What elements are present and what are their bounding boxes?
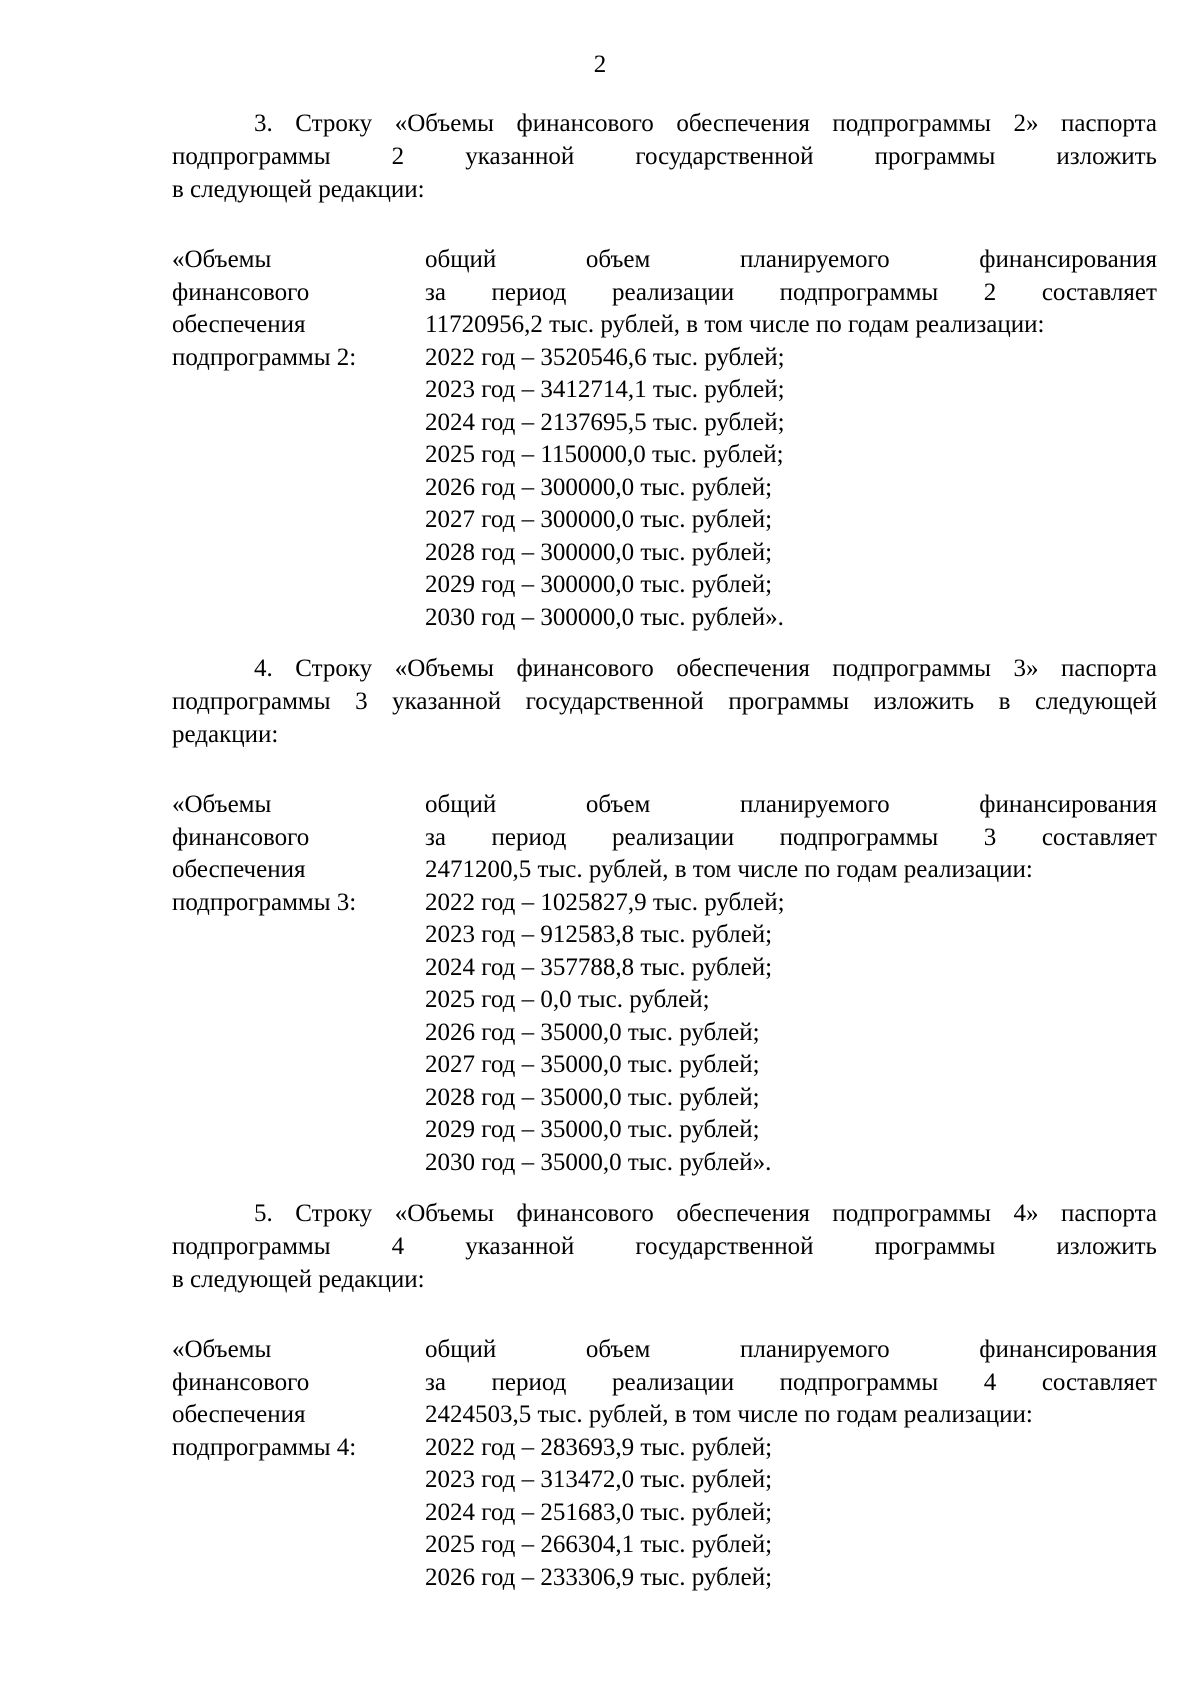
intro-line <box>172 140 1157 173</box>
word: «Объемы <box>394 1200 494 1227</box>
word: подпрограммы <box>832 655 991 682</box>
word: финансирования <box>979 791 1157 818</box>
passport-label-line: подпрограммы 2: <box>172 343 357 371</box>
word: «Объемы <box>394 110 494 137</box>
word: подпрограммы <box>172 688 331 715</box>
page-number: 2 <box>593 51 607 78</box>
word: 3» <box>1013 655 1039 682</box>
summary-line: 11720956,2 тыс. рублей, в том числе по годам реализации: <box>425 311 1045 338</box>
year-amount-line: 2029 год – 300000,0 тыс. рублей; <box>425 571 773 598</box>
word: Строку <box>295 655 373 682</box>
word: 2 <box>983 278 997 306</box>
year-amount-line: 2023 год – 912583,8 тыс. рублей; <box>425 921 773 948</box>
word: 4 <box>983 1368 997 1396</box>
word: объем <box>585 246 651 273</box>
word: объем <box>585 791 651 818</box>
word: за <box>425 278 446 306</box>
year-amount-line: 2026 год – 233306,9 тыс. рублей; <box>425 1563 773 1591</box>
year-amount-line: 2028 год – 300000,0 тыс. рублей; <box>425 538 773 566</box>
word: паспорта <box>1060 1200 1157 1227</box>
summary-line: 2471200,5 тыс. рублей, в том числе по годам реализации: <box>425 856 1033 883</box>
word: период <box>491 823 567 851</box>
word: реализации <box>611 1368 735 1396</box>
word: изложить <box>1056 1233 1157 1260</box>
word: общий <box>425 791 497 818</box>
passport-label-line: «Объемы <box>172 1336 272 1363</box>
section-4-intro <box>172 652 1157 751</box>
word: Строку <box>295 110 373 137</box>
intro-line <box>172 1230 1157 1263</box>
word: государственной <box>525 688 704 715</box>
word: обеспечения <box>676 655 810 682</box>
year-amount-line: 2022 год – 283693,9 тыс. рублей; <box>425 1433 773 1461</box>
section-3-passport <box>172 244 1157 634</box>
year-amount-line: 2027 год – 35000,0 тыс. рублей; <box>425 1051 760 1078</box>
word: составляет <box>1041 823 1157 851</box>
summary-line <box>425 1367 1157 1400</box>
word: указанной <box>465 1233 575 1260</box>
passport-body <box>425 789 1157 1179</box>
passport-label-line: подпрограммы 3: <box>172 888 357 916</box>
year-amount-line: 2024 год – 251683,0 тыс. рублей; <box>425 1498 773 1526</box>
word: за <box>425 823 446 851</box>
intro-heading-line <box>172 107 1157 140</box>
section-5-intro <box>172 1197 1157 1296</box>
word: обеспечения <box>676 1200 810 1227</box>
word: программы <box>874 143 996 170</box>
intro-line: в следующей редакции: <box>172 1266 425 1293</box>
word: изложить <box>873 688 975 715</box>
word: за <box>425 1368 446 1396</box>
word: планируемого <box>740 791 890 818</box>
word: программы <box>874 1233 996 1260</box>
intro-heading-line <box>172 652 1157 685</box>
year-amount-line: 2026 год – 300000,0 тыс. рублей; <box>425 473 773 501</box>
word: 3. <box>254 110 273 137</box>
passport-label-line: подпрограммы 4: <box>172 1433 357 1461</box>
year-amount-line: 2023 год – 3412714,1 тыс. рублей; <box>425 376 785 403</box>
year-amount-line: 2029 год – 35000,0 тыс. рублей; <box>425 1116 760 1143</box>
passport-label-line: «Объемы <box>172 791 272 818</box>
summary-line <box>425 277 1157 310</box>
year-amount-line: 2025 год – 0,0 тыс. рублей; <box>425 986 710 1013</box>
word: объем <box>585 1336 651 1363</box>
section-4-passport <box>172 789 1157 1179</box>
word: подпрограммы <box>779 823 939 851</box>
passport-label-line: обеспечения <box>172 1401 306 1428</box>
word: финансового <box>516 655 654 682</box>
passport-label <box>172 1334 425 1594</box>
word: 4 <box>391 1233 405 1260</box>
intro-heading-line <box>172 1197 1157 1230</box>
intro-line <box>172 685 1157 718</box>
word: общий <box>425 1336 497 1363</box>
year-amount-line: 2025 год – 1150000,0 тыс. рублей; <box>425 441 784 468</box>
year-amount-line: 2023 год – 313472,0 тыс. рублей; <box>425 1466 773 1493</box>
word: составляет <box>1041 278 1157 306</box>
passport-label-line: «Объемы <box>172 246 272 273</box>
intro-line: редакции: <box>172 721 279 748</box>
word: подпрограммы <box>832 110 991 137</box>
word: обеспечения <box>676 110 810 137</box>
passport-label-line: финансового <box>172 278 310 306</box>
year-amount-line: 2027 год – 300000,0 тыс. рублей; <box>425 506 773 533</box>
year-amount-line: 2025 год – 266304,1 тыс. рублей; <box>425 1531 773 1558</box>
word: 4. <box>254 655 273 682</box>
year-amount-line: 2026 год – 35000,0 тыс. рублей; <box>425 1018 760 1046</box>
section-5-passport <box>172 1334 1157 1594</box>
word: программы <box>728 688 850 715</box>
year-amount-line: 2022 год – 3520546,6 тыс. рублей; <box>425 343 785 371</box>
year-amount-line: 2022 год – 1025827,9 тыс. рублей; <box>425 888 785 916</box>
passport-label-line: обеспечения <box>172 311 306 338</box>
word: паспорта <box>1060 655 1157 682</box>
year-amount-line: 2030 год – 35000,0 тыс. рублей». <box>425 1148 772 1176</box>
word: паспорта <box>1060 110 1157 137</box>
word: период <box>491 1368 567 1396</box>
word: подпрограммы <box>779 1368 939 1396</box>
word: 5. <box>254 1200 273 1227</box>
word: государственной <box>635 1233 814 1260</box>
passport-label-line: финансового <box>172 1368 310 1396</box>
summary-line: 2424503,5 тыс. рублей, в том числе по годам реализации: <box>425 1401 1033 1428</box>
passport-body <box>425 244 1157 634</box>
word: подпрограммы <box>779 278 939 306</box>
word: подпрограммы <box>172 143 331 170</box>
summary-line <box>425 1334 1157 1367</box>
word: финансового <box>516 1200 654 1227</box>
passport-label-line: финансового <box>172 823 310 851</box>
word: подпрограммы <box>832 1200 991 1227</box>
intro-line: в следующей редакции: <box>172 176 425 203</box>
word: указанной <box>465 143 575 170</box>
word: период <box>491 278 567 306</box>
word: Строку <box>295 1200 373 1227</box>
word: изложить <box>1056 143 1157 170</box>
word: финансирования <box>979 246 1157 273</box>
word: планируемого <box>740 1336 890 1363</box>
word: 3 <box>355 688 368 715</box>
word: 2» <box>1013 110 1039 137</box>
year-amount-line: 2030 год – 300000,0 тыс. рублей». <box>425 603 784 631</box>
word: государственной <box>635 143 814 170</box>
passport-label <box>172 244 425 634</box>
word: реализации <box>611 823 735 851</box>
word: 3 <box>983 823 997 851</box>
word: реализации <box>611 278 735 306</box>
word: в <box>998 688 1011 715</box>
summary-line <box>425 822 1157 855</box>
word: следующей <box>1035 688 1157 715</box>
word: 2 <box>391 143 405 170</box>
passport-body <box>425 1334 1157 1594</box>
summary-line <box>425 244 1157 277</box>
passport-label-line: обеспечения <box>172 856 306 883</box>
word: финансового <box>516 110 654 137</box>
year-amount-line: 2028 год – 35000,0 тыс. рублей; <box>425 1083 760 1111</box>
word: «Объемы <box>394 655 494 682</box>
passport-label <box>172 789 425 1179</box>
year-amount-line: 2024 год – 2137695,5 тыс. рублей; <box>425 408 785 436</box>
word: указанной <box>392 688 502 715</box>
word: составляет <box>1041 1368 1157 1396</box>
word: финансирования <box>979 1336 1157 1363</box>
summary-line <box>425 789 1157 822</box>
year-amount-line: 2024 год – 357788,8 тыс. рублей; <box>425 953 773 981</box>
word: подпрограммы <box>172 1233 331 1260</box>
word: планируемого <box>740 246 890 273</box>
word: общий <box>425 246 497 273</box>
word: 4» <box>1013 1200 1039 1227</box>
section-3-intro <box>172 107 1157 206</box>
